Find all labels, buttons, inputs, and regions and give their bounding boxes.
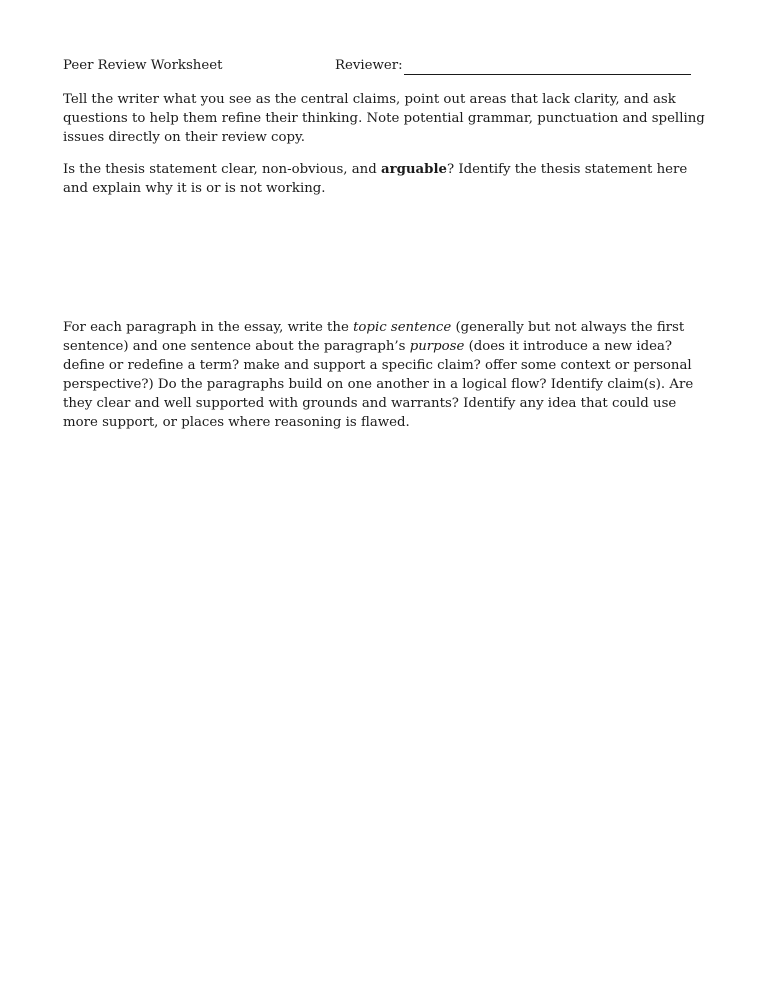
topic-sentence-term: topic sentence [353, 320, 452, 335]
thesis-question [63, 160, 708, 198]
reviewer-label: Reviewer: [335, 58, 403, 73]
paragraph-question [63, 318, 708, 432]
thesis-question-emphasis: arguable [380, 162, 447, 177]
paragraph-question-text-1: For each paragraph in the essay, write the [63, 320, 354, 335]
worksheet-title: Peer Review Worksheet [63, 58, 223, 73]
purpose-term: purpose [409, 339, 465, 354]
worksheet-header [63, 56, 723, 76]
reviewer-field [335, 56, 691, 75]
intro-instructions: Tell the writer what you see as the central claims, point out areas that lack clarity, and ask questions to help them refine their thinking. Note potential grammar, punctuation and spelling issues directly on their review copy. [63, 92, 705, 145]
reviewer-blank-line[interactable] [404, 60, 691, 75]
paragraph-question-text-2: (generally but not always the first sentence) and one sentence about the paragraph’s [63, 320, 685, 354]
paragraph-question-text-3: (does it introduce a new idea? define or redefine a term? make and support a specific claim? offer some context or personal perspective?) Do the paragraphs build on one another in a logical flow? Identify claim(s). Are they clear and well supported with grounds and warrants? Identify any idea that could use more support, or places where reasoning is flawed. [63, 339, 694, 430]
thesis-question-text-1: Is the thesis statement clear, non-obvious, and [63, 162, 381, 177]
thesis-question-text-2: ? Identify the thesis statement here and explain why it is or is not working. [63, 162, 688, 196]
